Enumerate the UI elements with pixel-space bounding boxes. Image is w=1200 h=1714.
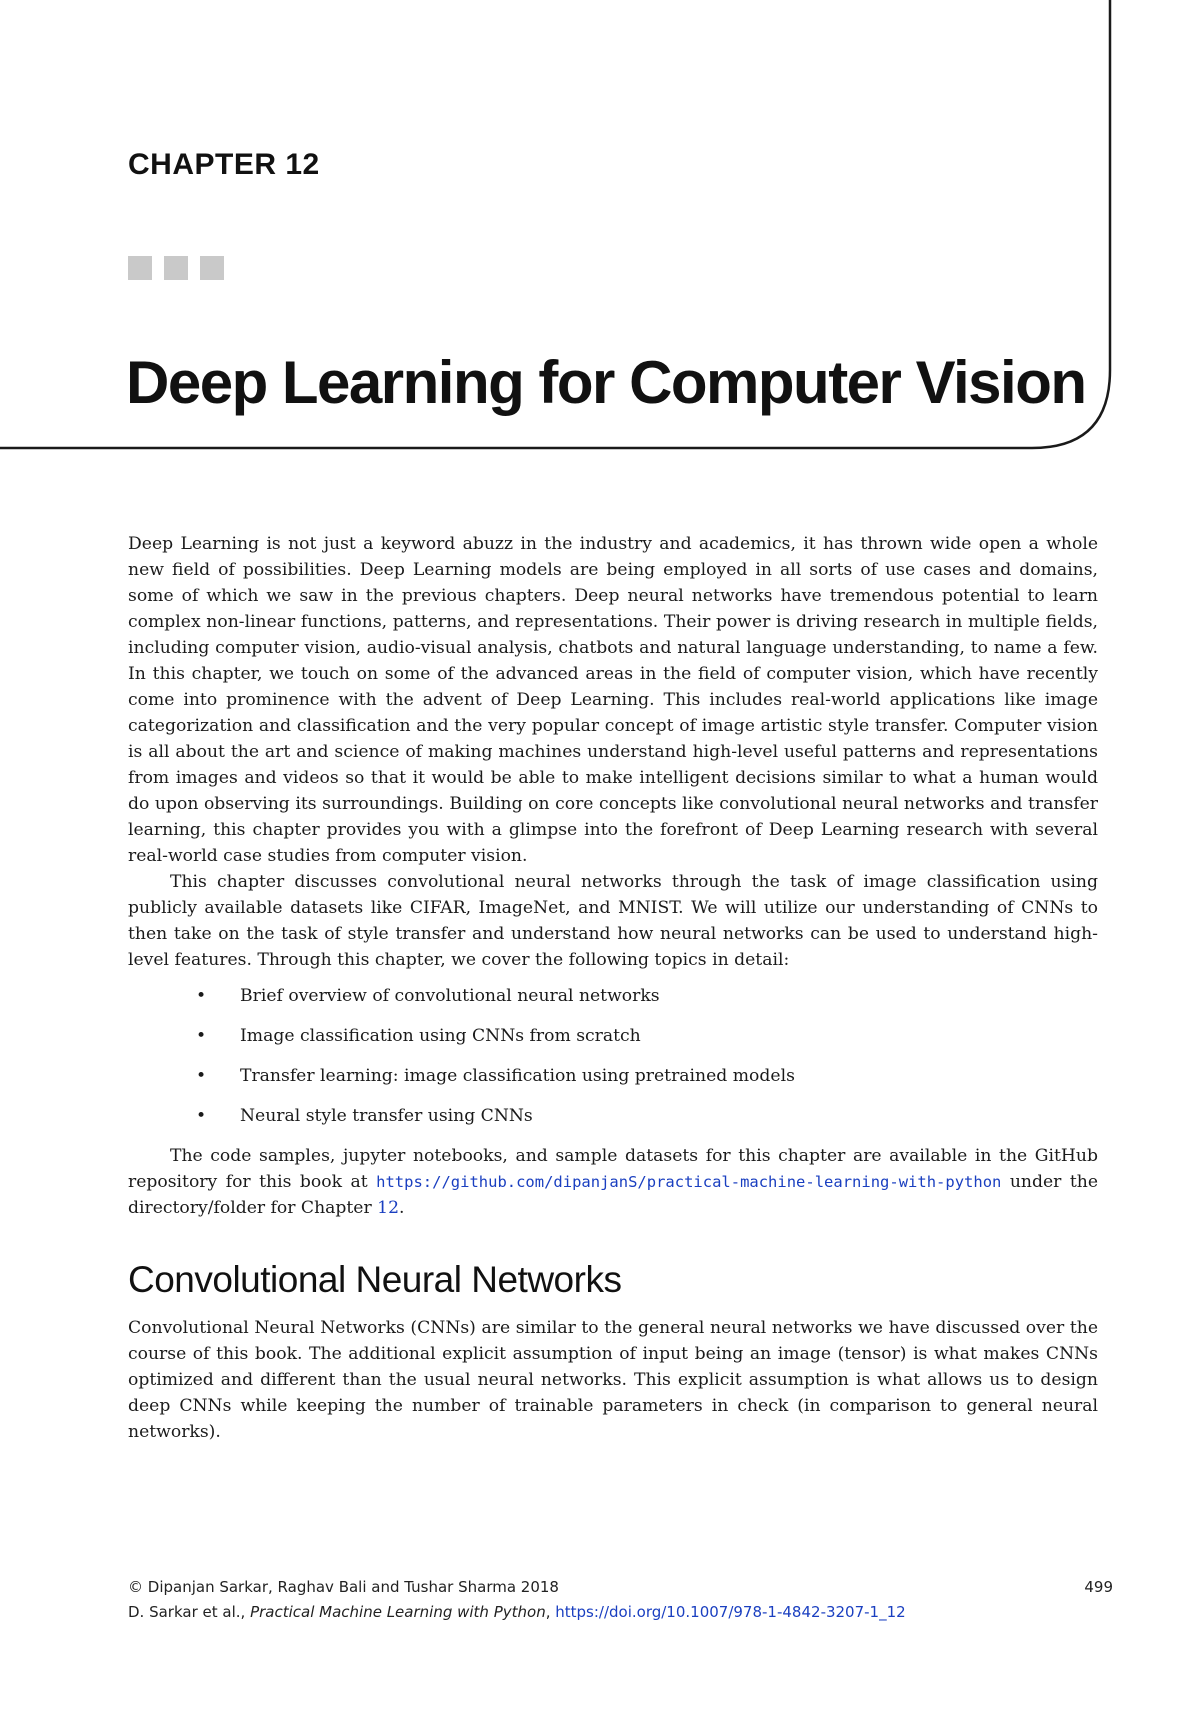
p3-text-end: . xyxy=(399,1198,405,1218)
intro-paragraph-3 xyxy=(128,1143,1098,1221)
topics-list xyxy=(128,983,1098,1129)
p3-text-mid: under the directory/folder for Chapter xyxy=(128,1172,1098,1218)
citation-authors: D. Sarkar et al., xyxy=(128,1603,251,1621)
topic-text: Transfer learning: image classification using pretrained models xyxy=(240,1066,795,1086)
bullet-icon: • xyxy=(196,1026,207,1046)
doi-link[interactable]: https://doi.org/10.1007/978-1-4842-3207-1_12 xyxy=(555,1603,906,1621)
topic-text: Neural style transfer using CNNs xyxy=(240,1106,533,1126)
page-number: 499 xyxy=(1084,1578,1113,1596)
list-item xyxy=(128,1103,1098,1129)
list-item xyxy=(128,1023,1098,1049)
square-1 xyxy=(128,256,152,280)
bullet-icon: • xyxy=(196,1066,207,1086)
citation-line xyxy=(128,1600,1113,1625)
chapter-label: CHAPTER 12 xyxy=(128,148,320,181)
intro-paragraph-1: Deep Learning is not just a keyword abuzz in the industry and academics, it has thrown wide open a whole new field of possibilities. Deep Learning models are being employed in all sorts of use cases and domains, some of which we saw in the previous chapters. Deep neural networks have tremendous potential to learn complex non-linear functions, patterns, and representations. Their power is driving research in multiple fields, including computer vision, audio-visual analysis, chatbots and natural language understanding, to name a few. In this chapter, we touch on some of the advanced areas in the field of computer vision, which have recently come into prominence with the advent of Deep Learning. This includes real-world applications like image categorization and classification and the very popular concept of image artistic style transfer. Computer vision is all about the art and science of making machines understand high-level useful patterns and representations from images and videos so that it would be able to make intelligent decisions similar to what a human would do upon observing its surroundings. Building on core concepts like convolutional neural networks and transfer learning, this chapter provides you with a glimpse into the forefront of Deep Learning research with several real-world case studies from computer vision. xyxy=(128,534,1098,866)
p3-text-start: The code samples, jupyter notebooks, and sample datasets for this chapter are available in the GitHub repository for this book at xyxy=(128,1146,1098,1192)
list-item xyxy=(128,983,1098,1009)
decorative-squares xyxy=(128,256,224,280)
citation-separator: , xyxy=(545,1603,556,1621)
square-3 xyxy=(200,256,224,280)
chapter-title: Deep Learning for Computer Vision xyxy=(126,349,1086,416)
page-footer xyxy=(128,1575,1113,1625)
topic-text: Brief overview of convolutional neural networks xyxy=(240,986,660,1006)
bullet-icon: • xyxy=(196,1106,207,1126)
section-paragraph-1: Convolutional Neural Networks (CNNs) are similar to the general neural networks we have discussed over the course of this book. The additional explicit assumption of input being an image (tensor) is what makes CNNs optimized and different than the usual neural networks. This explicit assumption is what allows us to design deep CNNs while keeping the number of trainable parameters in check (in comparison to general neural networks). xyxy=(128,1318,1098,1442)
main-content xyxy=(128,531,1098,1445)
github-link[interactable]: https://github.com/dipanjanS/practical-machine-learning-with-python xyxy=(376,1173,1002,1191)
copyright-line: © Dipanjan Sarkar, Raghav Bali and Tushar Sharma 2018 xyxy=(128,1578,559,1596)
bullet-icon: • xyxy=(196,986,207,1006)
intro-paragraph-2: This chapter discusses convolutional neural networks through the task of image classification using publicly available datasets like CIFAR, ImageNet, and MNIST. We will utilize our understanding of CNNs to then take on the task of style transfer and understand how neural networks can be used to understand high-level features. Through this chapter, we cover the following topics in detail: xyxy=(128,872,1098,970)
square-2 xyxy=(164,256,188,280)
section-title: Convolutional Neural Networks xyxy=(128,1259,622,1300)
chapter-link[interactable]: 12 xyxy=(377,1198,400,1218)
topic-text: Image classification using CNNs from scratch xyxy=(240,1026,641,1046)
list-item xyxy=(128,1063,1098,1089)
citation-book-title: Practical Machine Learning with Python xyxy=(250,1603,546,1621)
